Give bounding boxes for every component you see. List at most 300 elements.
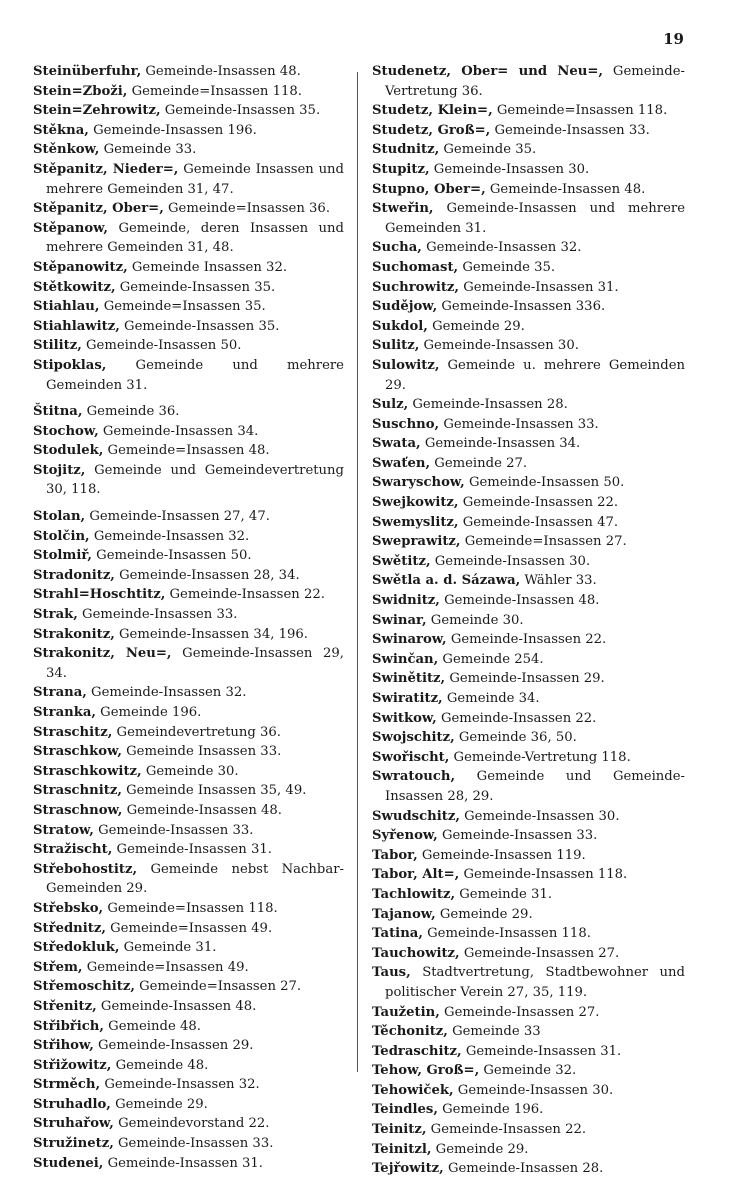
- index-entry: [372, 434, 685, 454]
- entry-references: Gemeinde-Insassen 32.: [421, 240, 582, 256]
- entry-references: Gemeinde-Insassen 47.: [458, 514, 619, 530]
- entry-references: Gemeinde-Insassen 30.: [419, 338, 579, 354]
- entry-headword: Stolmiř,: [33, 548, 92, 564]
- entry-headword: Strakonitz, Neu=,: [33, 646, 172, 662]
- entry-references: Gemeinde 196.: [95, 705, 202, 720]
- entry-headword: Stojitz,: [33, 462, 86, 478]
- entry-headword: Sulitz,: [372, 338, 420, 354]
- index-entry: [372, 1061, 685, 1081]
- entry-headword: Struhadlo,: [33, 1096, 111, 1112]
- index-entry: [33, 422, 344, 442]
- index-entry: [372, 238, 685, 258]
- entry-headword: Taužetin,: [372, 1004, 440, 1020]
- entry-headword: Těchonitz,: [372, 1024, 448, 1040]
- index-entry: [33, 527, 344, 547]
- entry-references: Gemeinde-Insassen 35.: [160, 103, 321, 119]
- entry-headword: Strměch,: [33, 1077, 101, 1093]
- entry-references: Gemeinde-Insassen 29.: [93, 1038, 254, 1054]
- entry-headword: Stweřin,: [372, 201, 434, 217]
- index-entry: [33, 781, 344, 801]
- entry-references: Gemeinde-Insassen 28.: [408, 397, 568, 413]
- entry-headword: Stolčin,: [33, 528, 90, 544]
- entry-references: Gemeinde-Insassen 31.: [461, 1043, 622, 1059]
- entry-references: Gemeinde-Insassen 35.: [115, 279, 276, 295]
- entry-headword: Studetz, Klein=,: [372, 103, 493, 119]
- index-entry: [33, 278, 344, 298]
- entry-references: Gemeinde Insassen und mehrere Gemeinden 31, 47.: [46, 161, 344, 197]
- entry-headword: Taus,: [372, 965, 411, 981]
- entry-headword: Střihow,: [33, 1038, 94, 1054]
- index-entry: [33, 219, 344, 258]
- index-entry: [372, 493, 685, 513]
- index-entry: [372, 140, 685, 160]
- index-entry: [33, 1036, 344, 1056]
- entry-references: Gemeinde 36.: [82, 404, 180, 420]
- entry-headword: Stiahlau,: [33, 299, 100, 315]
- entry-references: Gemeinde-Insassen 34.: [420, 436, 581, 452]
- index-entry: [372, 767, 685, 806]
- index-entry: [372, 1022, 685, 1042]
- entry-headword: Stipoklas,: [33, 357, 107, 373]
- entry-references: Gemeinde-Insassen 22.: [458, 495, 619, 511]
- index-entry: [372, 552, 685, 572]
- entry-references: Gemeinde-Insassen 31.: [112, 842, 272, 858]
- index-entry: [33, 1017, 344, 1037]
- index-entry: [372, 826, 685, 846]
- entry-headword: Struhařow,: [33, 1116, 114, 1132]
- entry-references: Gemeinde-Insassen 29.: [445, 671, 605, 687]
- entry-headword: Tedraschitz,: [372, 1043, 462, 1059]
- entry-headword: Swaryschow,: [372, 475, 465, 491]
- entry-references: Wähler 33.: [520, 573, 597, 589]
- entry-headword: Teindles,: [372, 1102, 438, 1118]
- entry-references: Gemeinde 35.: [458, 259, 556, 275]
- entry-references: Gemeinde-Insassen 28.: [443, 1161, 604, 1177]
- entry-headword: Sukdol,: [372, 318, 428, 334]
- index-entry: [372, 199, 685, 238]
- entry-references: Gemeinde und Gemeinde-Insassen 28, 29.: [385, 769, 685, 804]
- entry-references: Gemeinde-Insassen 27, 47.: [85, 509, 270, 525]
- entry-headword: Sulowitz,: [372, 357, 440, 373]
- entry-headword: Stein=Zehrowitz,: [33, 103, 161, 119]
- entry-headword: Teinitzl,: [372, 1141, 432, 1157]
- entry-headword: Stěpanitz, Nieder=,: [33, 161, 179, 177]
- entry-references: Gemeinde=Insassen 118.: [103, 900, 278, 916]
- entry-headword: Swidnitz,: [372, 593, 440, 609]
- index-entry: [33, 742, 344, 762]
- entry-references: Gemeinde 30.: [141, 763, 239, 779]
- index-entry: [33, 723, 344, 743]
- index-entry: [33, 703, 344, 723]
- index-entry: [33, 644, 344, 683]
- entry-references: Gemeinde-Insassen 33.: [93, 822, 254, 838]
- entry-headword: Suchomast,: [372, 259, 459, 275]
- entry-references: Gemeindevertretung 36.: [112, 724, 281, 740]
- entry-references: Gemeinde=Insassen 49.: [105, 920, 273, 936]
- entry-references: Gemeinde und mehrere Gemeinden 31.: [46, 357, 344, 393]
- entry-references: Gemeinde-Insassen 33.: [437, 828, 598, 844]
- index-entry: [33, 1154, 344, 1174]
- entry-headword: Swinar,: [372, 612, 427, 628]
- entry-references: Gemeinde-Insassen 118.: [422, 926, 591, 942]
- entry-references: Gemeinde=Insassen 118.: [492, 103, 668, 119]
- entry-references: Gemeinde-Insassen 48.: [96, 998, 257, 1014]
- index-entry: [33, 199, 344, 219]
- entry-headword: Swudschitz,: [372, 808, 460, 824]
- entry-references: Gemeinde-Insassen 48.: [485, 181, 646, 197]
- entry-references: Gemeinde-Insassen 22.: [165, 587, 325, 603]
- index-entry: [33, 121, 344, 141]
- entry-references: Gemeinde-Insassen 32.: [86, 685, 247, 701]
- index-entry: [372, 160, 685, 180]
- entry-headword: Straschnitz,: [33, 783, 122, 799]
- entry-references: Gemeinde-Insassen und mehrere Gemeinden 31.: [385, 201, 685, 236]
- index-entry: [372, 121, 685, 141]
- entry-references: Gemeinde 27.: [430, 455, 528, 471]
- entry-headword: Tejřowitz,: [372, 1161, 444, 1177]
- entry-references: Gemeinde 30.: [426, 612, 524, 628]
- entry-headword: Stupno, Ober=,: [372, 181, 486, 197]
- entry-references: Gemeinde-Insassen 27.: [439, 1004, 600, 1020]
- index-entry: [33, 938, 344, 958]
- entry-references: Gemeinde=Insassen 27.: [460, 534, 627, 550]
- index-entry: [372, 728, 685, 748]
- entry-headword: Tatina,: [372, 926, 423, 942]
- index-entry: [33, 1095, 344, 1115]
- index-entry: [372, 807, 685, 827]
- entry-headword: Tabor,: [372, 847, 418, 863]
- index-entry: [372, 513, 685, 533]
- entry-headword: Studetz, Groß=,: [372, 122, 491, 138]
- entry-headword: Stratow,: [33, 822, 94, 838]
- entry-headword: Stěpanowitz,: [33, 259, 128, 275]
- index-entry: [33, 997, 344, 1017]
- right-column: [372, 62, 685, 1179]
- index-entry: [372, 1140, 685, 1160]
- entry-references: Gemeinde 29.: [435, 906, 533, 922]
- entry-headword: Swejkowitz,: [372, 495, 459, 511]
- index-entry: [372, 630, 685, 650]
- entry-references: Gemeinde 31.: [455, 886, 553, 902]
- entry-references: Gemeinde 34.: [442, 691, 540, 706]
- entry-references: Gemeinde-Insassen 34, 196.: [114, 626, 308, 642]
- entry-headword: Stolan,: [33, 509, 86, 525]
- entry-headword: Stružinetz,: [33, 1136, 114, 1152]
- entry-headword: Swemyslitz,: [372, 514, 459, 530]
- entry-headword: Stětkowitz,: [33, 279, 116, 295]
- index-entry: [33, 605, 344, 625]
- index-entry: [372, 1081, 685, 1101]
- index-entry: [372, 336, 685, 356]
- index-entry: [33, 919, 344, 939]
- index-entry: [372, 180, 685, 200]
- entry-references: Gemeinde Insassen 35, 49.: [121, 783, 307, 799]
- entry-references: Gemeinde-Vertretung 118.: [449, 749, 631, 765]
- index-entry: [33, 356, 344, 395]
- entry-headword: Střebohostitz,: [33, 861, 138, 877]
- index-entry: [372, 650, 685, 670]
- index-entry: [372, 709, 685, 729]
- entry-headword: Steinüberfuhr,: [33, 64, 142, 79]
- column-divider: [357, 72, 358, 1072]
- entry-headword: Strak,: [33, 607, 78, 623]
- entry-headword: Swata,: [372, 436, 421, 452]
- entry-headword: Swořischt,: [372, 749, 450, 765]
- index-entry: [33, 566, 344, 586]
- index-entry: [372, 415, 685, 435]
- index-entry: [33, 258, 344, 278]
- entry-references: Gemeinde 254.: [438, 651, 544, 667]
- entry-references: Gemeinde-Insassen 48.: [141, 64, 301, 79]
- index-entry: [33, 140, 344, 160]
- entry-references: Gemeinde-Insassen 22.: [446, 632, 607, 648]
- index-entry: [33, 899, 344, 919]
- entry-references: Gemeinde u. mehrere Gemeinden 29.: [385, 357, 685, 393]
- entry-references: Gemeinde 32.: [479, 1063, 577, 1079]
- entry-references: Gemeinde-Insassen 28, 34.: [114, 567, 300, 583]
- index-entry: [372, 1159, 685, 1179]
- entry-headword: Sulz,: [372, 397, 409, 413]
- entry-headword: Strahl=Hoschtitz,: [33, 587, 166, 603]
- entry-headword: Studenetz, Ober= und Neu=,: [372, 64, 604, 79]
- index-entry: [372, 317, 685, 337]
- entry-references: Gemeinde-Insassen 31.: [103, 1155, 263, 1171]
- entry-headword: Swratouch,: [372, 769, 456, 785]
- index-entry: [33, 461, 344, 500]
- index-entry: [372, 748, 685, 768]
- entry-headword: Strakonitz,: [33, 626, 115, 642]
- index-entry: [33, 762, 344, 782]
- index-entry: [372, 591, 685, 611]
- index-entry: [372, 571, 685, 591]
- index-entry: [372, 101, 685, 121]
- entry-references: Gemeinde-Insassen 50.: [464, 475, 625, 491]
- index-entry: [33, 585, 344, 605]
- index-entry: [33, 160, 344, 199]
- entry-references: Gemeinde-Insassen 27.: [459, 945, 620, 961]
- index-entry: [372, 865, 685, 885]
- entry-references: Gemeinde-Insassen 30.: [429, 161, 590, 177]
- index-entry: [33, 62, 344, 82]
- entry-references: Gemeinde Insassen 33.: [121, 744, 282, 760]
- index-entry: [33, 1134, 344, 1154]
- index-entry: [33, 977, 344, 997]
- entry-headword: Syřenow,: [372, 828, 438, 844]
- entry-references: Gemeinde 35.: [439, 142, 537, 158]
- entry-headword: Straschkow,: [33, 744, 122, 760]
- entry-references: Gemeinde 29.: [427, 318, 525, 334]
- entry-references: Gemeinde 29.: [110, 1096, 208, 1112]
- entry-headword: Stiahlawitz,: [33, 318, 120, 334]
- entry-references: Gemeinde=Insassen 27.: [134, 979, 302, 995]
- entry-references: Gemeinde-Insassen 29, 34.: [46, 646, 344, 681]
- entry-references: Gemeinde-Insassen 30.: [453, 1082, 614, 1098]
- entry-headword: Střem,: [33, 959, 83, 975]
- entry-headword: Straschkowitz,: [33, 763, 142, 779]
- entry-headword: Stradonitz,: [33, 567, 115, 583]
- entry-headword: Suschno,: [372, 416, 440, 432]
- index-entry: [33, 958, 344, 978]
- index-entry: [372, 62, 685, 101]
- index-entry: [33, 101, 344, 121]
- index-entry: [372, 278, 685, 298]
- entry-headword: Strana,: [33, 685, 87, 701]
- entry-references: Gemeinde 196.: [437, 1102, 544, 1118]
- index-entry: [372, 963, 685, 1002]
- entry-references: Gemeinde 33: [447, 1024, 541, 1040]
- entry-references: Gemeinde-Insassen 50.: [91, 548, 252, 564]
- entry-references: Gemeinde=Insassen 49.: [82, 959, 249, 975]
- entry-headword: Switkow,: [372, 710, 437, 726]
- entry-references: Gemeinde-Insassen 30.: [430, 553, 591, 569]
- entry-headword: Stupitz,: [372, 161, 430, 177]
- index-entry: [372, 454, 685, 474]
- entry-references: Gemeinde=Insassen 36.: [163, 201, 331, 217]
- entry-references: Gemeinde-Vertretung 36.: [385, 64, 685, 99]
- entry-headword: Střednitz,: [33, 920, 106, 936]
- entry-references: Gemeinde-Insassen 31.: [459, 279, 619, 295]
- index-entry: [33, 860, 344, 899]
- index-entry: [372, 356, 685, 395]
- entry-headword: Sucha,: [372, 240, 422, 256]
- entry-references: Gemeinde 31.: [119, 940, 217, 956]
- index-entry: [33, 546, 344, 566]
- index-entry: [33, 821, 344, 841]
- entry-headword: Tehowiček,: [372, 1082, 454, 1098]
- entry-headword: Tabor, Alt=,: [372, 867, 460, 883]
- index-entry: [33, 441, 344, 461]
- index-entry: [33, 1114, 344, 1134]
- entry-references: Gemeinde-Insassen 118.: [459, 867, 628, 883]
- index-entry: [33, 317, 344, 337]
- entry-headword: Swinětitz,: [372, 671, 446, 687]
- entry-headword: Sudějow,: [372, 299, 438, 315]
- entry-references: Gemeinde-Insassen 22.: [426, 1122, 587, 1138]
- index-entry: [372, 611, 685, 631]
- entry-references: Gemeinde, deren Insassen und mehrere Gemeinden 31, 48.: [46, 220, 344, 256]
- entry-references: Gemeinde und Gemeindevertretung 30, 118.: [46, 462, 344, 498]
- index-entry: [372, 1042, 685, 1062]
- entry-headword: Štitna,: [33, 404, 83, 420]
- entry-references: Gemeinde-Insassen 35.: [119, 318, 280, 334]
- entry-headword: Střemoschitz,: [33, 979, 135, 995]
- index-entry: [372, 669, 685, 689]
- index-entry: [372, 532, 685, 552]
- entry-headword: Střenitz,: [33, 998, 97, 1014]
- index-entry: [33, 801, 344, 821]
- index-entry: [33, 625, 344, 645]
- index-entry: [372, 1003, 685, 1023]
- index-entry: [33, 82, 344, 102]
- entry-references: Gemeinde=Insassen 118.: [127, 83, 302, 99]
- entry-headword: Střebsko,: [33, 900, 104, 916]
- entry-headword: Stěpanow,: [33, 220, 109, 236]
- entry-references: Gemeinde-Insassen 33.: [439, 416, 599, 432]
- index-entry: [33, 402, 344, 422]
- entry-references: Stadtvertretung, Stadtbewohner und politischer Verein 27, 35, 119.: [385, 965, 685, 1000]
- index-entry: [33, 336, 344, 356]
- entry-references: Gemeinde-Insassen 33.: [490, 122, 650, 138]
- entry-references: Gemeinde 36, 50.: [454, 730, 577, 746]
- entry-headword: Teinitz,: [372, 1122, 427, 1138]
- index-entry: [33, 683, 344, 703]
- page-number: 19: [663, 30, 684, 48]
- index-entry: [33, 1056, 344, 1076]
- entry-references: Gemeinde-Insassen 119.: [417, 847, 586, 863]
- index-entry: [372, 924, 685, 944]
- index-entry: [372, 395, 685, 415]
- entry-references: Gemeinde-Insassen 34.: [98, 423, 259, 439]
- left-column: [33, 62, 344, 1173]
- entry-references: Gemeinde-Insassen 30.: [459, 808, 620, 824]
- entry-references: Gemeinde-Insassen 48.: [439, 593, 600, 609]
- entry-references: Gemeinde-Insassen 33.: [77, 607, 238, 623]
- entry-references: Gemeinde-Insassen 336.: [437, 299, 606, 315]
- entry-headword: Swinčan,: [372, 651, 439, 667]
- entry-references: Gemeindevorstand 22.: [113, 1116, 270, 1132]
- index-entry: [372, 689, 685, 709]
- entry-headword: Studnitz,: [372, 142, 440, 158]
- entry-headword: Swinarow,: [372, 632, 447, 648]
- entry-references: Gemeinde-Insassen 48.: [122, 802, 282, 818]
- entry-headword: Stěnkow,: [33, 142, 100, 158]
- entry-headword: Straschnow,: [33, 802, 123, 818]
- entry-references: Gemeinde Insassen 32.: [127, 259, 288, 275]
- entry-headword: Stein=Zboži,: [33, 83, 128, 99]
- entry-headword: Střižowitz,: [33, 1057, 112, 1073]
- entry-headword: Stražischt,: [33, 842, 113, 858]
- entry-headword: Stěpanitz, Ober=,: [33, 201, 164, 217]
- entry-headword: Sweprawitz,: [372, 534, 461, 550]
- entry-headword: Suchrowitz,: [372, 279, 460, 295]
- entry-headword: Swětla a. d. Sázawa,: [372, 573, 521, 589]
- entry-references: Gemeinde-Insassen 196.: [88, 122, 257, 138]
- entry-headword: Stranka,: [33, 705, 96, 720]
- entry-references: Gemeinde 48.: [103, 1018, 201, 1034]
- entry-headword: Tehow, Groß=,: [372, 1063, 480, 1079]
- entry-headword: Stochow,: [33, 423, 99, 439]
- entry-headword: Střibřich,: [33, 1018, 104, 1034]
- entry-headword: Straschitz,: [33, 724, 113, 740]
- entry-references: Gemeinde 33.: [99, 142, 197, 158]
- index-entry: [372, 473, 685, 493]
- entry-headword: Swojschitz,: [372, 730, 455, 746]
- entry-headword: Swiratitz,: [372, 691, 443, 706]
- index-entry: [372, 846, 685, 866]
- index-entry: [33, 297, 344, 317]
- index-entry: [372, 1100, 685, 1120]
- entry-headword: Swětitz,: [372, 553, 431, 569]
- index-entry: [372, 905, 685, 925]
- index-entry: [372, 258, 685, 278]
- entry-references: Gemeinde-Insassen 32.: [100, 1077, 260, 1093]
- index-entry: [33, 507, 344, 527]
- index-entry: [33, 840, 344, 860]
- entry-headword: Stilitz,: [33, 338, 82, 354]
- index-entry: [33, 1075, 344, 1095]
- index-entry: [372, 297, 685, 317]
- entry-headword: Tachlowitz,: [372, 886, 456, 902]
- entry-references: Gemeinde 29.: [431, 1141, 529, 1157]
- entry-references: Gemeinde-Insassen 50.: [81, 338, 242, 354]
- entry-headword: Tauchowitz,: [372, 945, 460, 961]
- entry-headword: Studenei,: [33, 1155, 104, 1171]
- index-entry: [372, 944, 685, 964]
- index-entry: [372, 885, 685, 905]
- entry-references: Gemeinde 48.: [111, 1057, 209, 1073]
- entry-references: Gemeinde=Insassen 35.: [99, 299, 266, 315]
- entry-headword: Swaťen,: [372, 455, 431, 471]
